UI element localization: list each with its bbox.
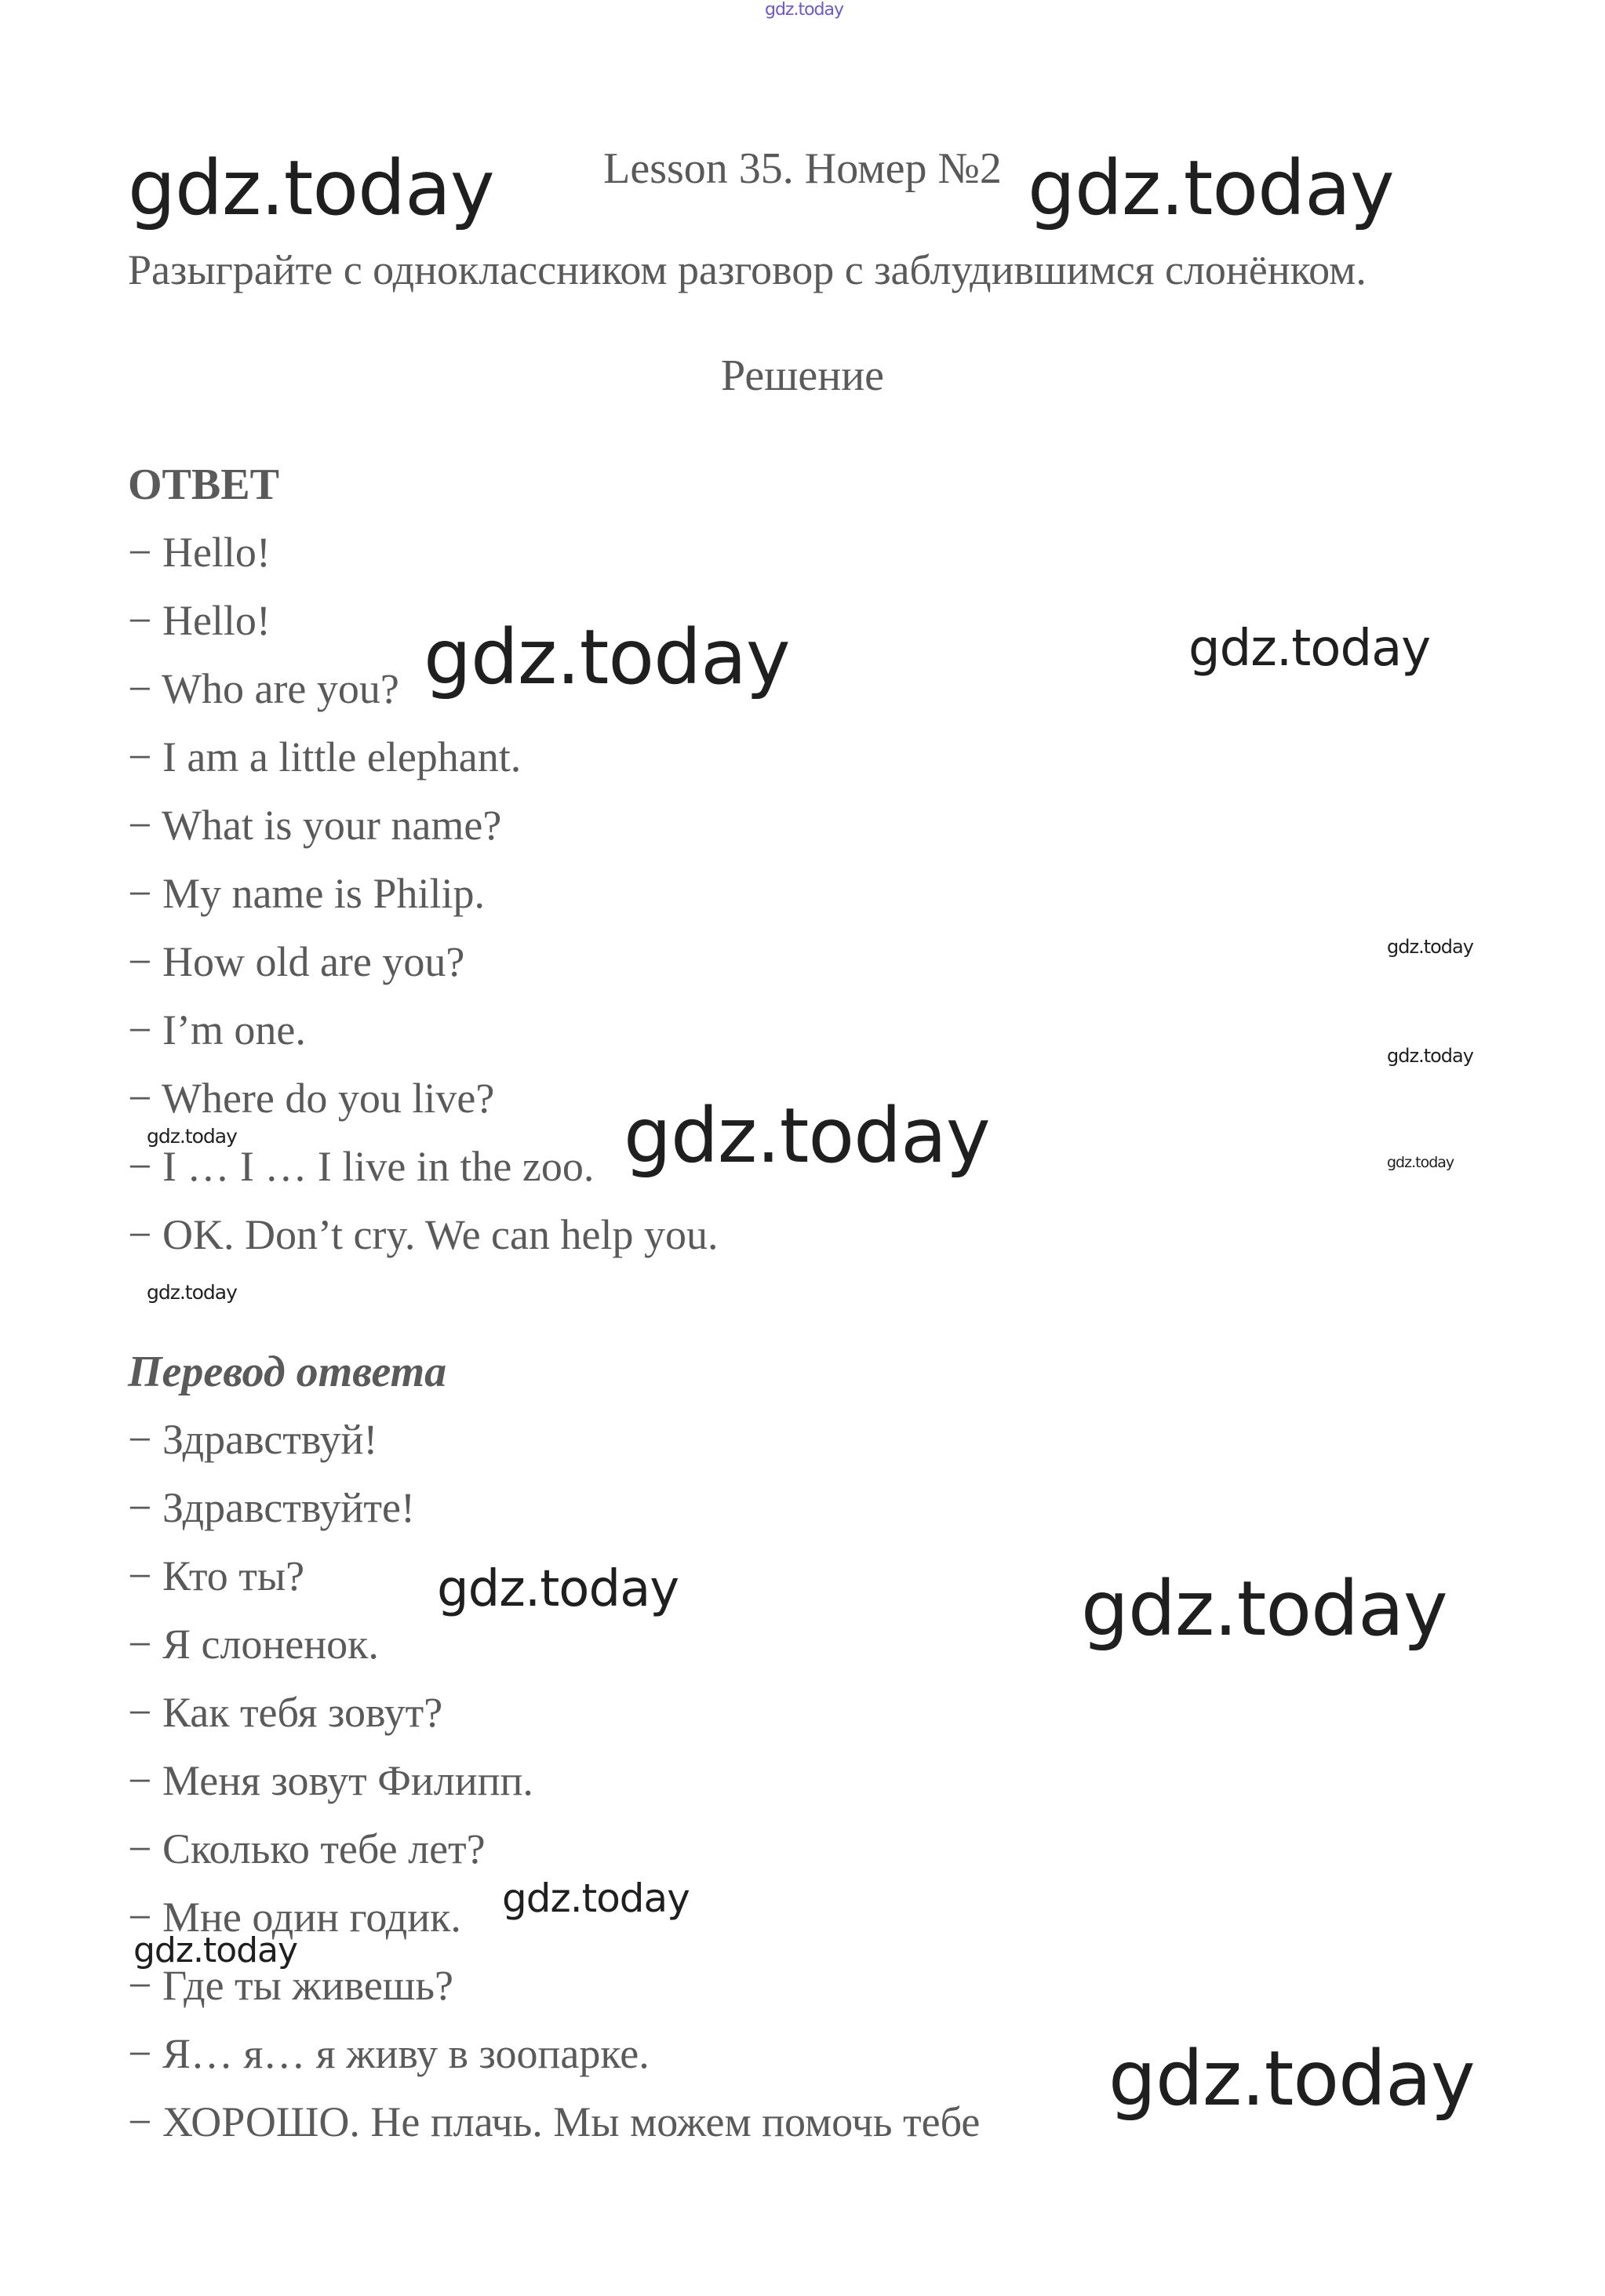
watermark: gdz.today xyxy=(133,1930,298,1970)
task-description: Разыграйте с одноклассником разговор с заблудившимся слонёнком. xyxy=(128,246,1367,293)
solution-label: Решение xyxy=(720,351,885,400)
watermark: gdz.today xyxy=(147,1281,237,1304)
translation-line: − Я… я… я живу в зоопарке. xyxy=(128,2030,650,2077)
translation-line: − Я слоненок. xyxy=(128,1621,379,1668)
answer-line: − I’m one. xyxy=(128,1006,306,1053)
watermark: gdz.today xyxy=(147,1125,237,1148)
translation-line: − Мне один годик. xyxy=(128,1894,461,1941)
watermark: gdz.today xyxy=(1387,1154,1454,1171)
watermark: gdz.today xyxy=(437,1560,679,1618)
answer-heading: ОТВЕТ xyxy=(128,460,279,509)
translation-line: − Здравствуй! xyxy=(128,1416,378,1463)
answer-line: − Hello! xyxy=(128,597,271,644)
answer-line: − Where do you live? xyxy=(128,1075,495,1122)
translation-dialogue xyxy=(128,1414,980,2165)
translation-line: − Меня зовут Филипп. xyxy=(128,1757,533,1804)
watermark: gdz.today xyxy=(624,1092,990,1180)
translation-line: − ХОРОШО. Не плачь. Мы можем помочь тебе xyxy=(128,2098,981,2145)
translation-line: − Как тебя зовут? xyxy=(128,1689,443,1736)
translation-line: − Кто ты? xyxy=(128,1552,305,1599)
answer-line: − How old are you? xyxy=(128,938,465,985)
watermark: gdz.today xyxy=(1028,144,1394,232)
translation-line: − Здравствуйте! xyxy=(128,1484,415,1531)
page-title: Lesson 35. Номер №2 xyxy=(603,144,1002,193)
answer-line: − I … I … I live in the zoo. xyxy=(128,1143,595,1190)
answer-line: − Who are you? xyxy=(128,665,399,712)
watermark: gdz.today xyxy=(1108,2035,1475,2123)
answer-line: − Hello! xyxy=(128,529,271,576)
watermark: gdz.today xyxy=(128,144,494,232)
translation-line: − Где ты живешь? xyxy=(128,1962,453,2009)
translation-line: − Сколько тебе лет? xyxy=(128,1825,486,1872)
watermark: gdz.today xyxy=(502,1876,690,1921)
watermark: gdz.today xyxy=(1188,620,1431,678)
watermark: gdz.today xyxy=(1081,1565,1447,1653)
watermark: gdz.today xyxy=(1387,1045,1473,1067)
answer-line: − I am a little elephant. xyxy=(128,733,522,780)
translation-heading: Перевод ответа xyxy=(128,1348,447,1396)
answer-line: − OK. Don’t cry. We can help you. xyxy=(128,1211,719,1258)
answer-line: − What is your name? xyxy=(128,802,502,849)
watermark: gdz.today xyxy=(765,0,844,20)
watermark: gdz.today xyxy=(424,613,790,701)
answer-line: − My name is Philip. xyxy=(128,870,485,917)
watermark: gdz.today xyxy=(1387,936,1473,958)
